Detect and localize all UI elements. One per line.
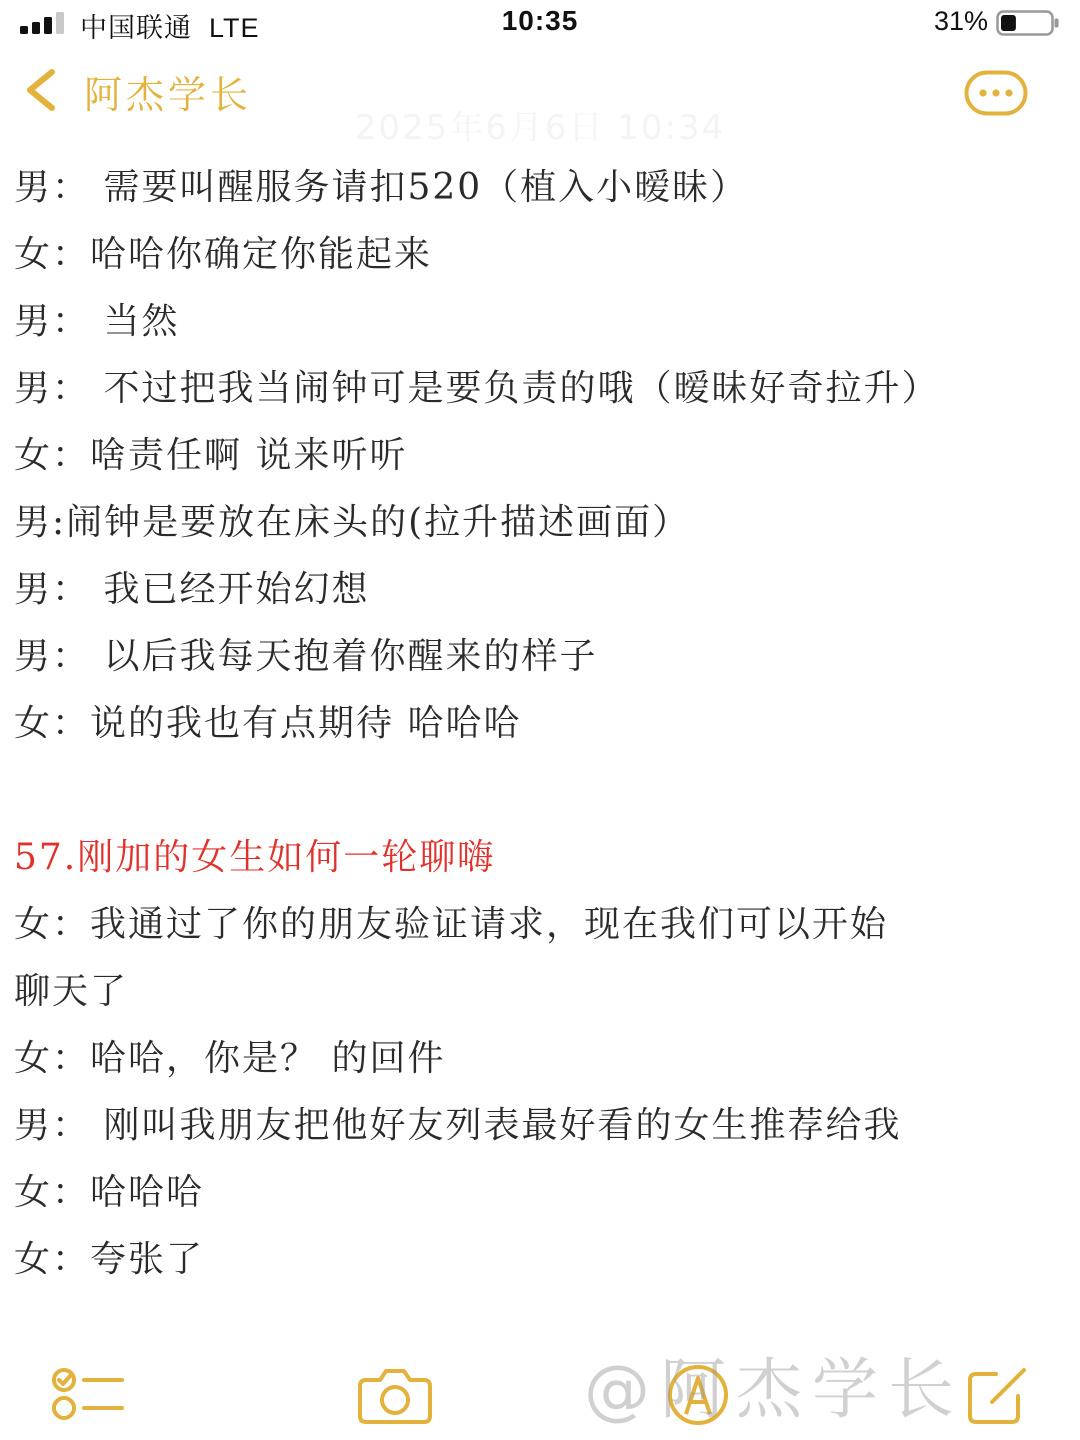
- network-type: LTE: [209, 13, 260, 43]
- note-line: 男： 刚叫我朋友把他好友列表最好看的女生推荐给我: [14, 1105, 902, 1146]
- note-line: 男： 以后我每天抱着你醒来的样子: [14, 636, 598, 677]
- section-heading: 57.刚加的女生如何一轮聊嗨: [14, 837, 496, 878]
- note-line: 女：哈哈，你是？ 的回件: [14, 1038, 446, 1079]
- nav-bar: [0, 56, 1080, 148]
- carrier-name: 中国联通 LTE: [80, 13, 260, 43]
- note-line: 女：哈哈哈: [14, 1172, 205, 1213]
- note-line: 女：我通过了你的朋友验证请求，现在我们可以开始: [14, 904, 889, 945]
- note-line: 男： 我已经开始幻想: [14, 569, 370, 610]
- battery-percent: 31%: [933, 6, 988, 36]
- note-line: 男:闹钟是要放在床头的(拉升描述画面）: [14, 502, 691, 543]
- checklist-icon[interactable]: [50, 1366, 126, 1422]
- note-date-faded: 2025年6月6日 10:34: [354, 108, 726, 148]
- watermark-text: @阿杰学长: [584, 1351, 964, 1428]
- note-line: 女：啥责任啊 说来听听: [14, 435, 408, 476]
- chevron-left-icon[interactable]: [22, 68, 62, 112]
- note-line: 女：夸张了: [14, 1239, 205, 1280]
- back-button-label[interactable]: 阿杰学长: [84, 73, 253, 117]
- bottom-toolbar: [0, 1350, 1080, 1440]
- note-line: 男： 不过把我当闹钟可是要负责的哦（暧昧好奇拉升）: [14, 368, 940, 409]
- note-line: 男： 需要叫醒服务请扣520（植入小暧昧）: [14, 167, 749, 208]
- compose-icon[interactable]: [966, 1364, 1030, 1426]
- battery-icon: [996, 10, 1060, 36]
- note-line: 女：说的我也有点期待 哈哈哈: [14, 703, 522, 744]
- markup-icon[interactable]: [664, 1364, 732, 1426]
- note-line: 男： 当然: [14, 301, 180, 342]
- camera-icon[interactable]: [356, 1366, 434, 1426]
- status-bar: [0, 0, 1080, 48]
- note-line: 聊天了: [14, 971, 129, 1012]
- note-content[interactable]: [14, 154, 1064, 1293]
- ellipsis-circle-icon[interactable]: [964, 70, 1028, 116]
- note-line: 女：哈哈你确定你能起来: [14, 234, 433, 275]
- blank-line: [14, 757, 1064, 824]
- status-time: 10:35: [501, 5, 579, 36]
